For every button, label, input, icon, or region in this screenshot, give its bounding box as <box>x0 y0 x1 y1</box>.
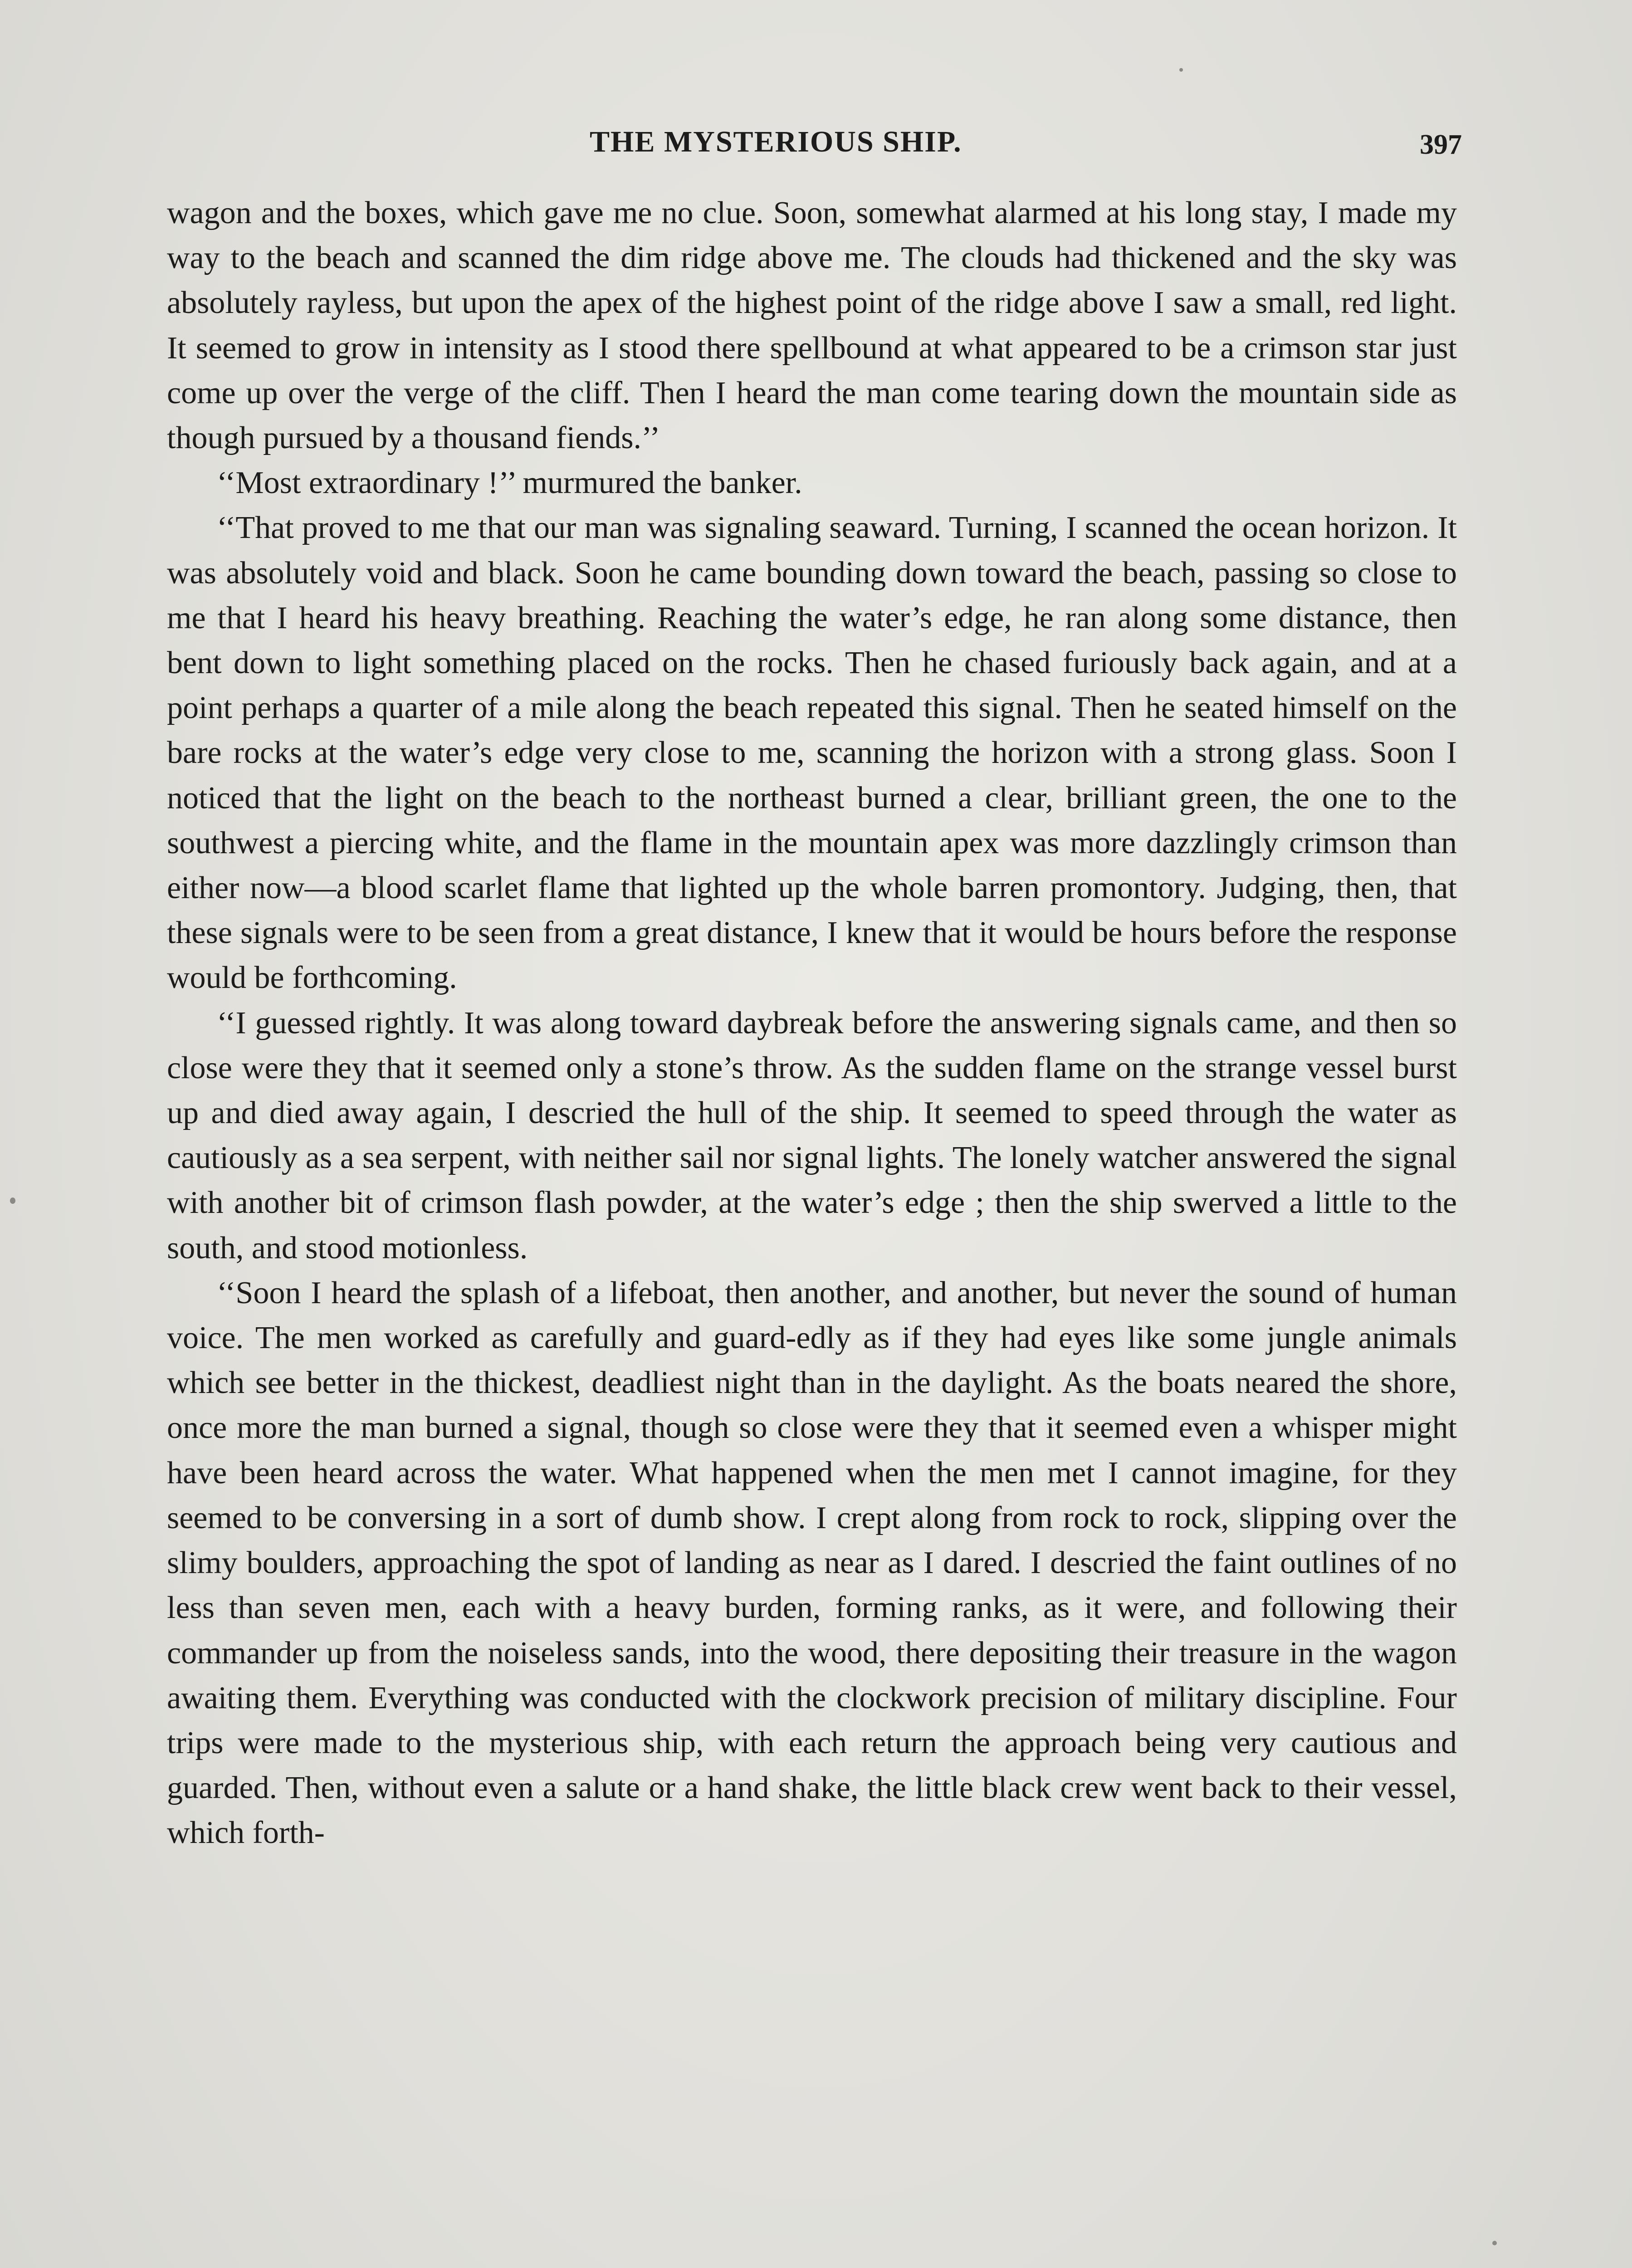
paragraph: ‘‘Soon I heard the splash of a lifeboat, then another, and another, but never the sound of human voice. The men worked as carefully and guard-edly as if they had eyes like some jungle animals which see better in the thickest, deadliest night than in the daylight. As the boats neared the shore, once more the man burned a signal, though so close were they that it seemed even a whisper might have been heard across the water. What happened when the men met I cannot imagine, for they seemed to be conversing in a sort of dumb show. I crept along from rock to rock, slipping over the slimy boulders, approaching the spot of landing as near as I dared. I descried the faint outlines of no less than seven men, each with a heavy burden, forming ranks, as it were, and following their commander up from the noiseless sands, into the wood, there depositing their treasure in the wagon awaiting them. Everything was conducted with the clockwork precision of military discipline. Four trips were made to the mysterious ship, with each return the approach being very cautious and guarded. Then, without even a salute or a hand shake, the little black crew went back to their vessel, which forth- <box>167 1275 1457 1851</box>
page-number: 397 <box>1420 129 1462 160</box>
paragraph: ‘‘That proved to me that our man was signaling seaward. Turning, I scanned the ocean horizon. It was absolutely void and black. Soon he came bounding down toward the beach, passing so close to me that I heard his heavy breathing. Reaching the water’s edge, he ran along some distance, then bent down to light something placed on the rocks. Then he chased furiously back again, and at a point perhaps a quarter of a mile along the beach repeated this signal. Then he seated himself on the bare rocks at the water’s edge very close to me, scanning the horizon with a strong glass. Soon I noticed that the light on the beach to the northeast burned a clear, brilliant green, the one to the southwest a piercing white, and the flame in the mountain apex was more dazzlingly crimson than either now—a blood scarlet flame that lighted up the whole barren promontory. Judging, then, that these signals were to be seen from a great distance, I knew that it would be hours before the response would be forthcoming. <box>167 510 1457 996</box>
running-title: THE MYSTERIOUS SHIP. <box>590 125 962 158</box>
print-speck <box>10 1198 15 1204</box>
running-head <box>0 122 1632 162</box>
paragraph: ‘‘I guessed rightly. It was along toward daybreak before the answering signals came, and then so close were they that it seemed only a stone’s throw. As the sudden flame on the strange vessel burst up and died away again, I descried the hull of the ship. It seemed to speed through the water as cautiously as a sea serpent, with neither sail nor signal lights. The lonely watcher answered the signal with another bit of crimson flash powder, at the water’s edge ; then the ship swerved a little to the south, and stood motionless. <box>167 1005 1457 1266</box>
body-text <box>167 191 1457 1856</box>
print-speck <box>1179 68 1183 72</box>
paragraph: wagon and the boxes, which gave me no clue. Soon, somewhat alarmed at his long stay, I made my way to the beach and scanned the dim ridge above me. The clouds had thickened and the sky was absolutely rayless, but upon the apex of the highest point of the ridge above I saw a small, red light. It seemed to grow in intensity as I stood there spellbound at what appeared to be a crimson star just come up over the verge of the cliff. Then I heard the man come tearing down the mountain side as though pursued by a thousand fiends.’’ <box>167 196 1457 456</box>
print-speck <box>1492 2241 1497 2245</box>
paragraph: ‘‘Most extraordinary !’’ murmured the banker. <box>217 465 802 501</box>
